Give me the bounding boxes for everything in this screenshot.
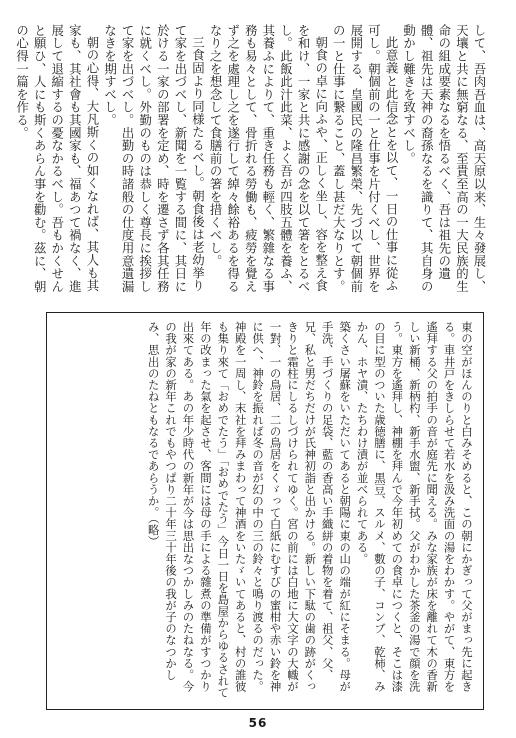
boxed-essay-frame [46,312,484,710]
box-paragraph-1: 東の空がほんのりと白みそめると、この朝にかぎって父がまっ先に起きる。車井戸をきしらせて若水を汲み洗面の湯をわかす。やがて、東方を遙拜する父の拍手の音が庭先に聞える。みな家族が床を離れて木の香新しい新桶、新柄杓、新手水盥、新手拭。父がわかした茶釜の湯で顔を洗う。東方を遙拜し、神棚を拜んで今年初めての食卓につくと、そこは漆の目に型のついた歳徳膳に、黒豆、スルメ、數の子、コンブ、乾柿、みかん、ホヤ漬、たちわけ漬が並べられてある。 [355,321,474,693]
boxed-essay-text [55,321,475,701]
upper-paragraph-5: 朝の心得、大凡斯くの如くなれば、其人も其家も、其社會も其國家も、福あつて禍なく、進展して退縮するの憂なかるべし。吾もかくせんと願ひ、人にも斯くあらん事を勸む。茲に、朝の心得一篇を作る。 [14,24,100,293]
page-number: 56 [248,716,268,730]
upper-paragraph-2: 此意義と此信念とを以て、一日の仕事に從ふ可し。朝個前の一と仕事を片付くべし、世界を展開する、皇國民の隆昌繁榮、先づ以て朝個前の一と仕事に繋ること、蓋し甚だ大なりとす。 [331,24,400,293]
box-paragraph-2: 築くさい屠蘇をいただいてあると朝陽に東の山の端が紅にそまる。母が手洗、手づくりの足袋、藍の香高い手織絣の着物を着て、祖父、父、兄、私と男だちだけが氏神初詣と出かける。新しい下駄の歯の跡がくっきりと霜柱にしるしづけられてゆく。宮の前には白地に大文字の大幟が一對、一の鳥居、二の鳥居をくゞって白紙にむすびの蜜柑や赤い鈴を神に供へ、神鈴を振れば冬の音が幻の中の三の鈴々と鳴り渡るのだった。 [251,321,353,693]
upper-paragraph-1: して、吾肉吾血は、高天原以来、生々發展し、天壤と共に無窮なる、至貴至高の一大民族的生命の組成要素なるを悟るべく、吾は祖先の遺體、祖先は天神の裔孫なるを識りて、其自身の動かし難きを致すべし。 [401,24,487,293]
main-text-column [14,24,488,294]
upper-paragraph-4: 三食固より同様たるべし。朝食後は老幼挙りて家を出づべし、新聞を一覧する間に、其日に於ける一家の部署を定め、時を遷さず各其任務に就くべし。外勤のものは恭しく尊長に挨拶して家を出づべし。出勤の時諸般の仕度用意遺漏なきを期すべし。 [102,24,206,293]
upper-paragraph-3: 朝食の卓に向ふや、正しく坐し、容を整え食を和け、一家と共に感謝の念を以て箸をとるべし。此飯此汁此菜、よく吾が四肢五體を養ふ、其養ふによりて、重き任務も輕く、繁雜なる事務も易々として、骨折れる勞働も、疲勞を覺えず之を處理し之を遂行して綽々餘裕あるを得るなり之を想念して食膳前の箸を措くべし。 [208,24,329,293]
box-paragraph-3: 神殿を一周し、末社を拜みまわって神酒をいたゞいてあると、村の誰彼も集り來て「おめでたう」「おめでたう」今日一日を島屋からゆるされて年の改まった氣を起させ、客間には母の手による雜煮の準備がすつかり出來てある。あの年少時代の新年が今は思出なつかしみのたねなる。今の我が家の新年これでもやつぱり二十年三十年後の我が子のなつかしみ、思出のたねともなるであらうか。（略） [146,321,248,699]
